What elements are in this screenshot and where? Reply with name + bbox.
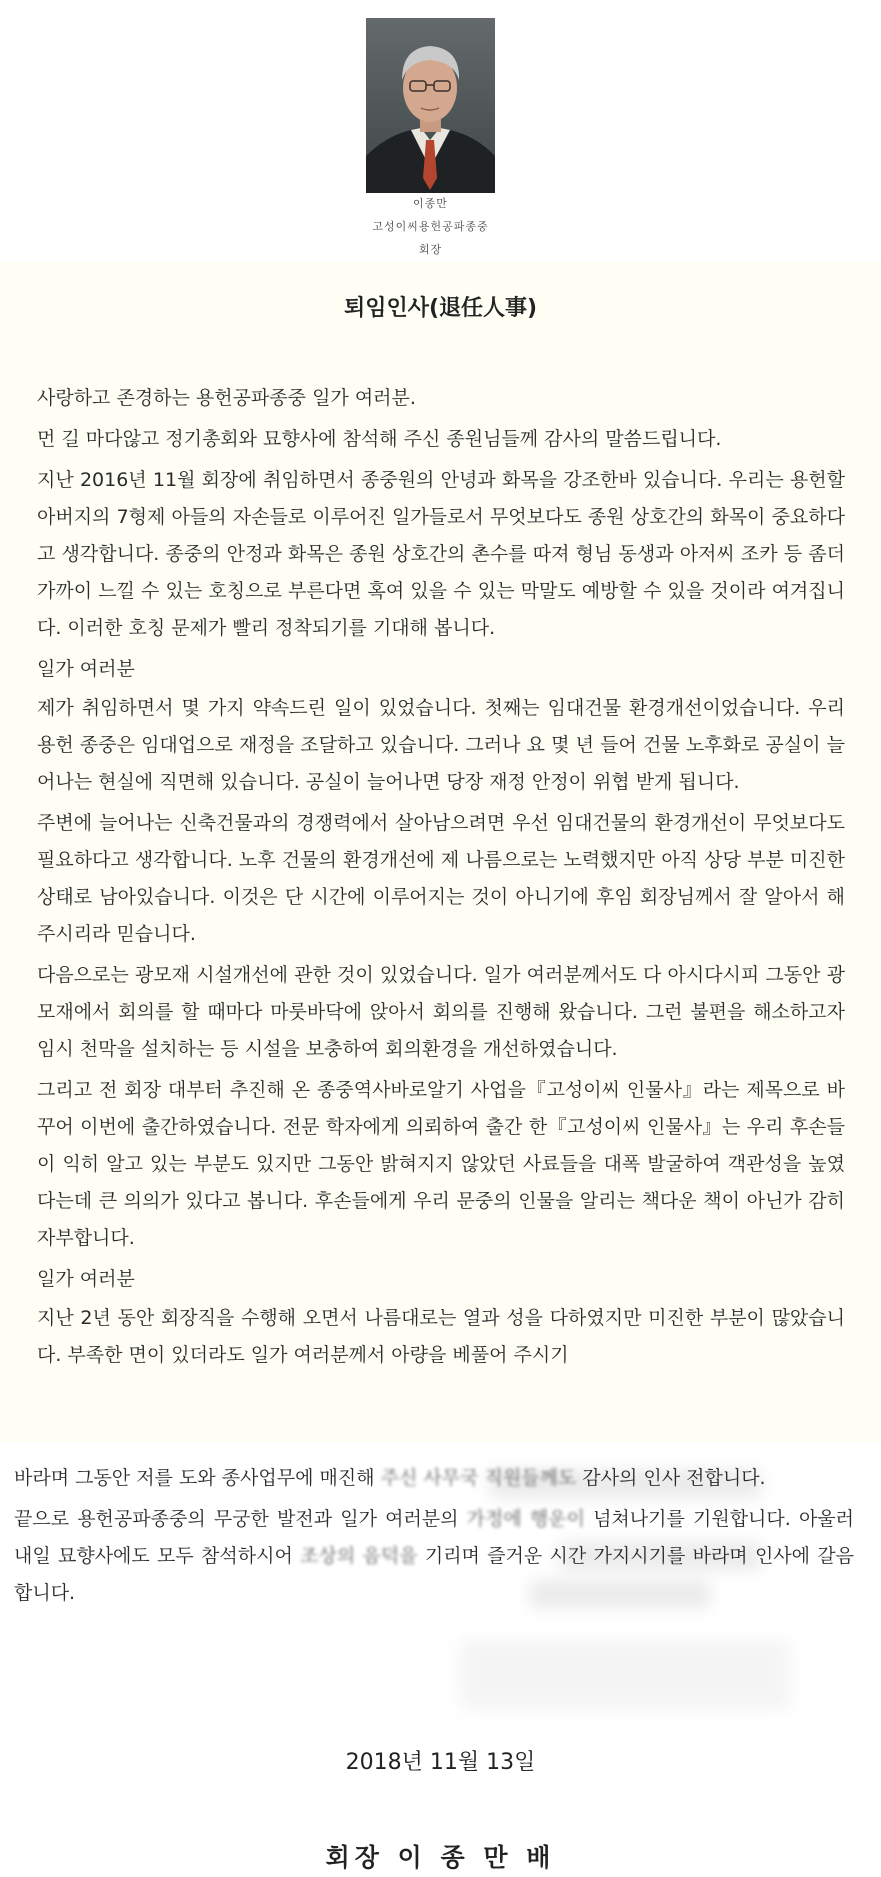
smudge-mark [460,1640,790,1710]
paragraph-staff-thanks [14,1460,854,1497]
text-segment: 끝으로 용헌공파종중의 무궁한 발전과 일가 여러분의 [14,1508,467,1530]
paragraph-building: 제가 취임하면서 몇 가지 약속드린 일이 있었습니다. 첫째는 임대건물 환경개선이었습니다. 우리 용헌 종중은 임대업으로 재정을 조달하고 있습니다. 그러나 요 몇 년 들어 건물 노후화로 공실이 늘어나는 현실에 직면해 있습니다. 공실이 늘어나면 당장 재정 안정이 위협 받게 됩니다. [37,697,845,793]
paragraph-closing-start: 지난 2년 동안 회장직을 수행해 오면서 나름대로는 열과 성을 다하였지만 미진한 부분이 많았습니다. 부족한 면이 있더라도 일가 여러분께서 아량을 베풀어 주시기 [37,1307,845,1366]
text-segment: 기리며 즐거운 시간 가지시기를 바라며 인사에 갈음합니다. [14,1545,854,1604]
blurred-text: 가정에 행운이 [466,1508,585,1530]
document-title: 퇴임인사(退任人事) [343,296,538,321]
text-segment: 바라며 그동안 저를 도와 종사업무에 매진해 [14,1467,381,1489]
blurred-text: 주신 사무국 직원들께도 [380,1467,577,1489]
blurred-text: 조상의 음덕을 [300,1545,418,1567]
paragraph-address: 일가 여러분 [37,658,135,680]
person-name: 이종만 [413,197,448,210]
paragraph-final [14,1501,854,1612]
letter-body [37,380,845,1378]
text-segment: 넘쳐나기를 기원합니다. 아울러 내일 묘향사에도 모두 참석하시어 [14,1508,855,1567]
person-affiliation: 고성이씨용헌공파종중 [372,220,489,233]
paragraph-thanks: 먼 길 마다않고 정기총회와 묘향사에 참석해 주신 종원님들께 감사의 말씀드립니다. [37,428,722,450]
paragraph-greeting: 사랑하고 존경하는 용헌공파종중 일가 여러분. [37,387,416,409]
letter-date: 2018년 11월 13일 [345,1750,536,1775]
paragraph-history-book: 그리고 전 회장 대부터 추진해 온 종중역사바로알기 사업을『고성이씨 인물사』라는 제목으로 바꾸어 이번에 출간하였습니다. 전문 학자에게 의뢰하여 출간 한『고성이씨 인물사』는 우리 후손들이 익히 알고 있는 부분도 있지만 그동안 밝혀지지 않았던 사료들을 대폭 발굴하여 객관성을 높였다는데 큰 의의가 있다고 봅니다. 후손들에게 우리 문중의 인물을 알리는 책다운 책이 아닌가 감히 자부합니다. [37,1079,845,1249]
paragraph-address-2: 일가 여러분 [37,1268,135,1290]
paragraph-harmony: 지난 2016년 11월 회장에 취임하면서 종중원의 안녕과 화목을 강조한바 있습니다. 우리는 용헌할아버지의 7형제 아들의 자손들로 이루어진 일가들로서 무엇보다도 종원 상호간의 화목이 중요하다고 생각합니다. 종중의 안정과 화목은 종원 상호간의 촌수를 따져 형님 동생과 아저씨 조카 등 좀더 가까이 느낄 수 있는 호칭으로 부른다면 혹여 있을 수 있는 막말도 예방할 수 있을 것이라 여겨집니다. 이러한 호칭 문제가 빨리 정착되기를 기대해 봅니다. [37,469,845,639]
paragraph-competition: 주변에 늘어나는 신축건물과의 경쟁력에서 살아남으려면 우선 임대건물의 환경개선이 무엇보다도 필요하다고 생각합니다. 노후 건물의 환경개선에 제 나름으로는 노력했지만 아직 상당 부분 미진한 상태로 남아있습니다. 이것은 단 시간에 이루어지는 것이 아니기에 후임 회장님께서 잘 알아서 해 주시리라 믿습니다. [37,812,845,945]
text-segment: 감사의 인사 전합니다. [576,1467,766,1489]
signature: 회장 이 종 만 배 [325,1843,556,1872]
portrait-photo [366,18,495,193]
person-position: 회장 [418,243,443,256]
paragraph-facility: 다음으로는 광모재 시설개선에 관한 것이 있었습니다. 일가 여러분께서도 다 아시다시피 그동안 광모재에서 회의를 할 때마다 마룻바닥에 앉아서 회의를 진행해 왔습니다. 그런 불편을 해소하고자 임시 천막을 설치하는 등 시설을 보충하여 회의환경을 개선하였습니다. [37,964,845,1060]
letter-body-lower [14,1460,854,1616]
